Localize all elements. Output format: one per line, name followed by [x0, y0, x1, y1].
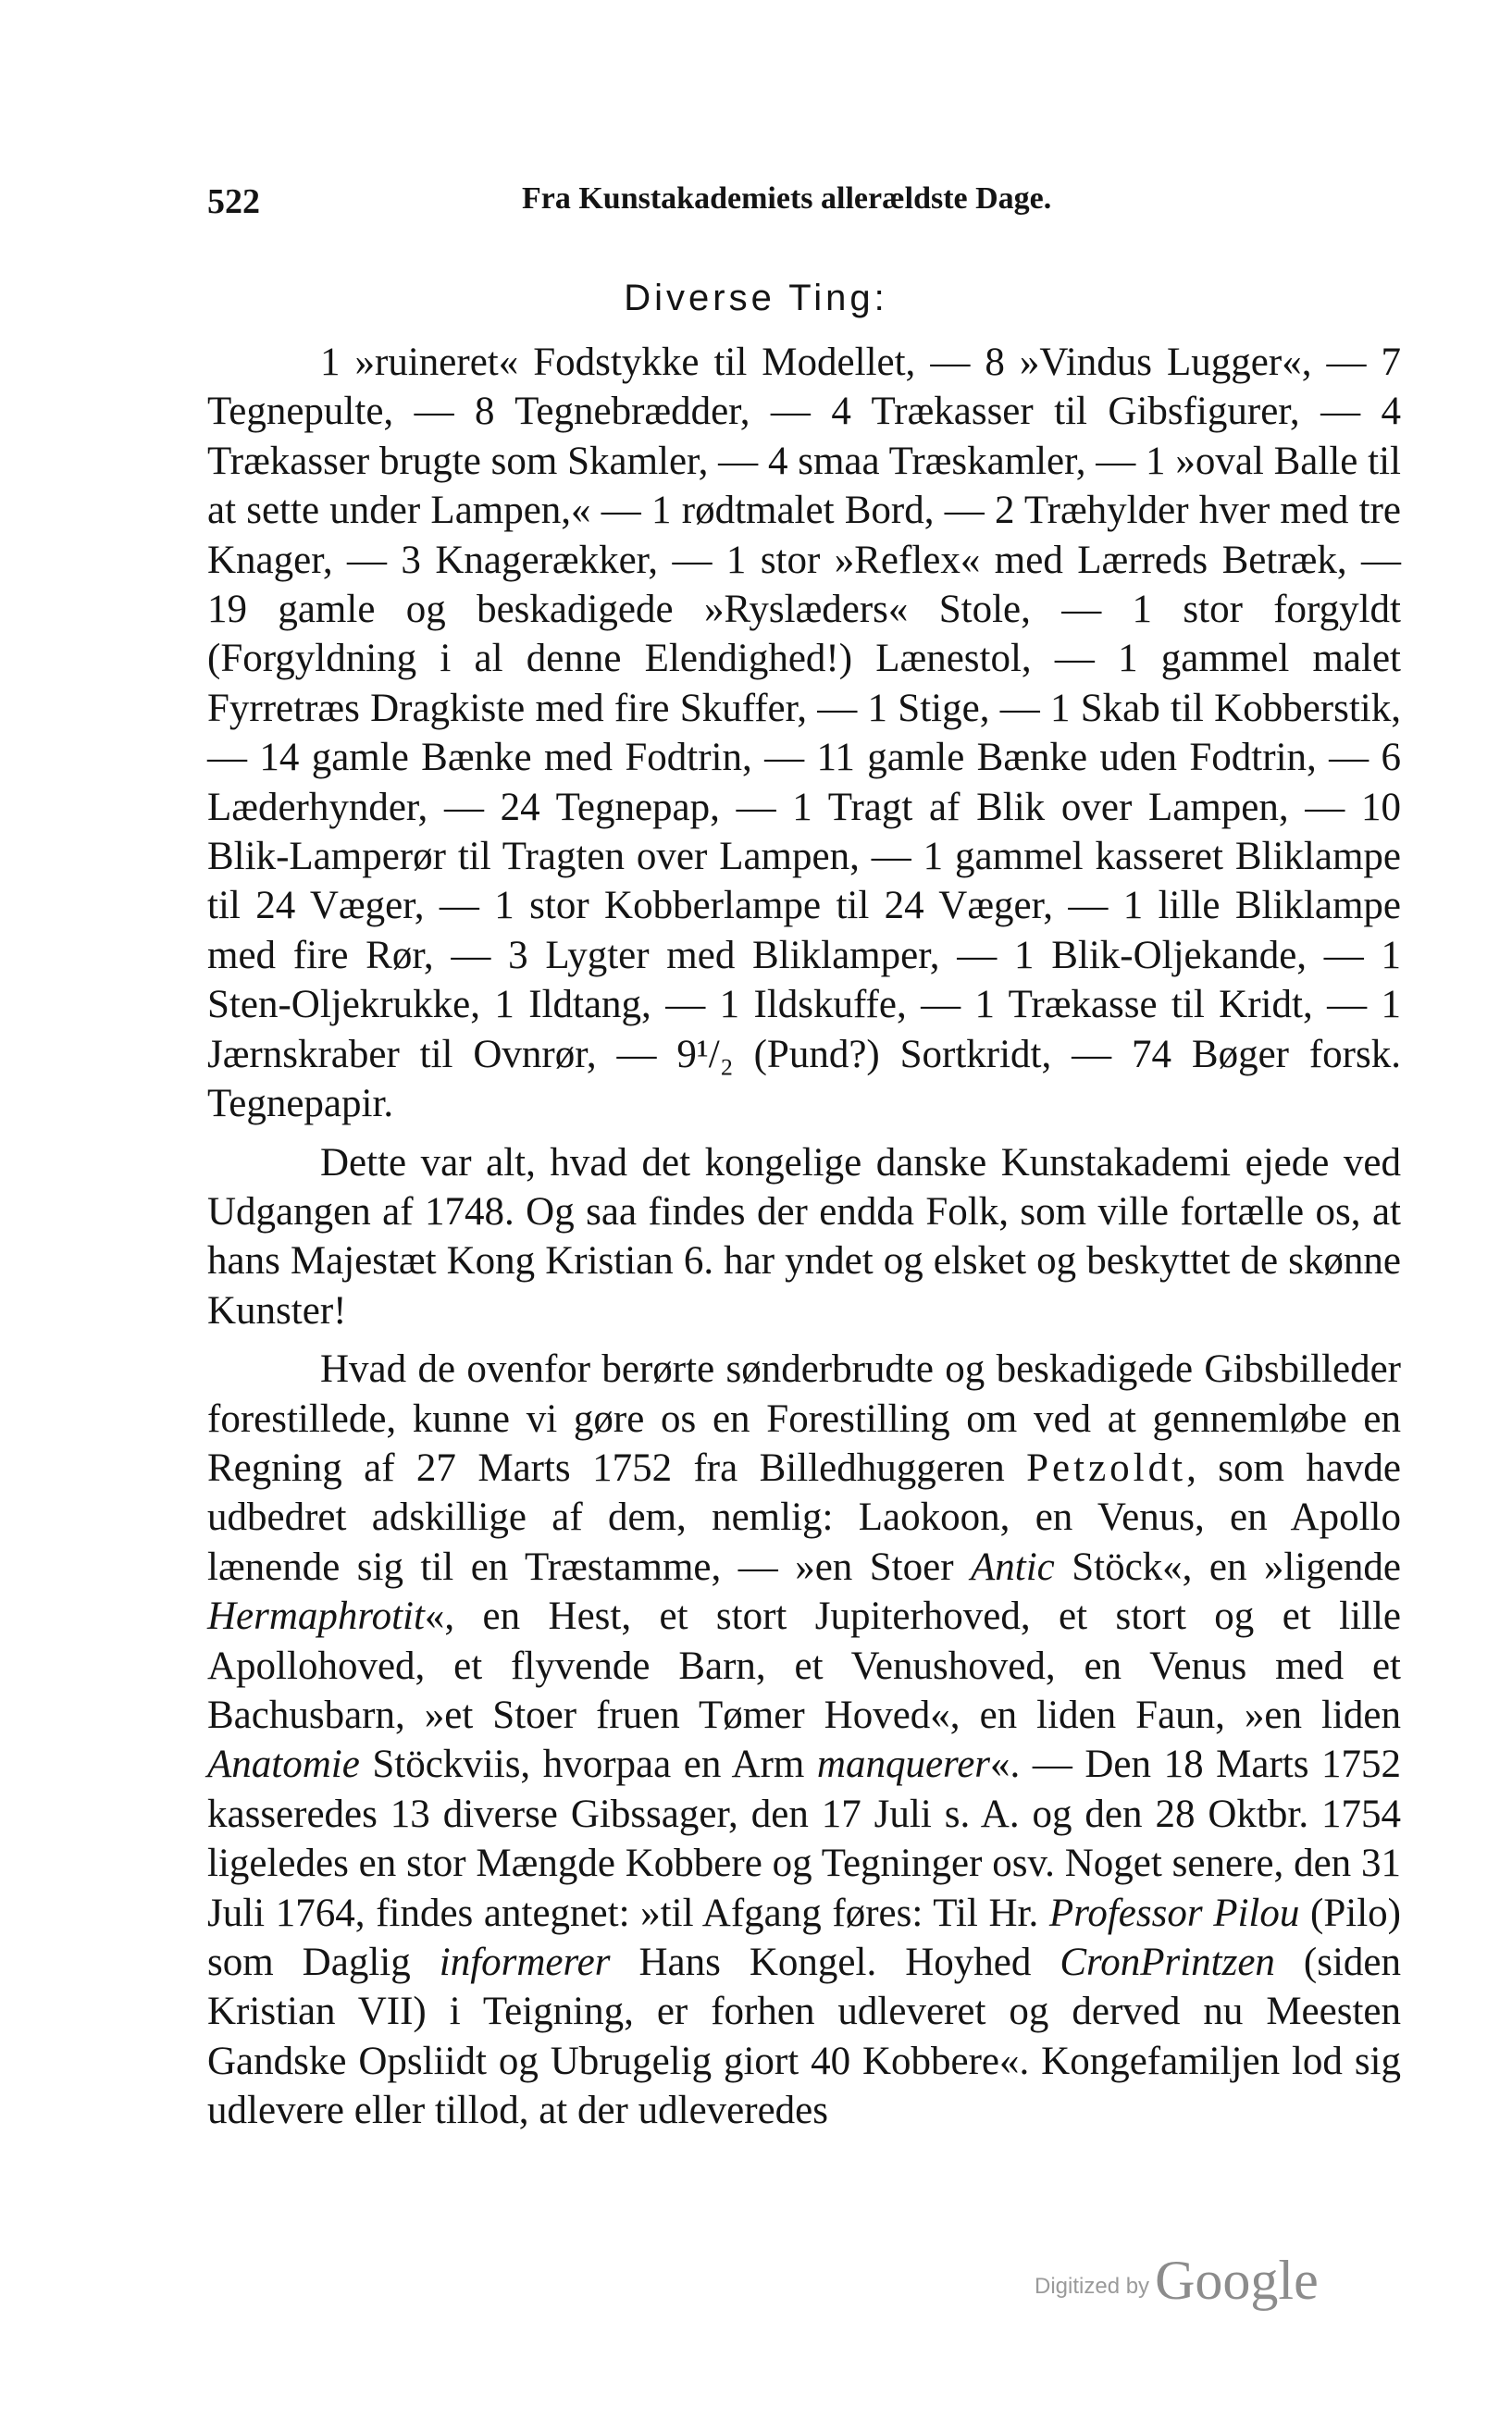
italic-term: informerer	[439, 1941, 611, 1984]
body-text	[207, 338, 1401, 2136]
text-run: «, en Hest, et stort Jupiterhoved, et stort og et lille Apollohoved, et flyvende Barn, et Venushoved, en Venus med et Bachusbarn, »et Stoer fruen Tømer Hoved«, en liden Faun, »en liden	[207, 1595, 1401, 1737]
italic-term: Professor Pilou	[1048, 1891, 1300, 1935]
text-run: Stöckviis, hvorpaa en Arm	[359, 1743, 805, 1787]
text-run: , som havde udbedret adskillige af dem, nemlig: Laokoon, en Venus, en Apollo lænende sig til en Træstamme, — »en Stoer	[207, 1446, 1401, 1589]
digitized-label: Digitized by	[1035, 2274, 1150, 2299]
text-run: (siden Kristian VII) i Teigning, er forhen udleveret og derved nu Meesten Gandske Opsliidt og Ubrugelig giort 40 Kobbere«. Kongefamiljen lod sig udlevere eller tillod, at der udleveredes	[207, 1941, 1402, 2133]
google-logo: Google	[1155, 2250, 1319, 2311]
section-heading: Diverse Ting:	[624, 278, 888, 318]
text-run: Hvad de ovenfor berørte sønderbrudte og beskadigede Gibsbilleder forestillede, kunne vi gøre os en Forestilling om ved at gennemløbe en Regning af 27 Marts 1752 fra Billedhuggeren	[207, 1347, 1401, 1490]
name-petzoldt: Petzoldt	[1026, 1446, 1187, 1490]
paragraph-commentary: Dette var alt, hvad det kongelige danske Kunstakademi ejede ved Udgangen af 1748. Og saa findes der endda Folk, som ville fortælle os, at hans Majestæt Kong Kristian 6. har yndet og elsket og beskyttet de skønne Kunster!	[207, 1140, 1401, 1333]
italic-term: Hermaphrotit	[207, 1595, 425, 1639]
text-run: Hans Kongel. Hoyhed	[610, 1941, 1032, 1984]
digitized-by-watermark	[1035, 2249, 1319, 2313]
paragraph-gibs-sculptures	[207, 1345, 1401, 2136]
paragraph-inventory-list: 1 »ruineret« Fodstykke til Modellet, — 8 »Vindus Lugger«, — 7 Tegnepulte, — 8 Tegnebrædder, — 4 Trækasser til Gibsfigurer, — 4 Trækasser brugte som Skamler, — 4 smaa Træskamler, — 1 »oval Balle til at sette under Lampen,« — 1 rødtmalet Bord, — 2 Træhylder hver med tre Knager, — 3 Knagerækker, — 1 stor »Reflex« med Lærreds Betræk, — 19 gamle og beskadigede »Ryslæders« Stole, — 1 stor forgyldt (Forgyldning i al denne Elendighed!) Lænestol, — 1 gammel malet Fyrretræs Dragkiste med fire Skuffer, — 1 Stige, — 1 Skab til Kobberstik, — 14 gamle Bænke med Fodtrin, — 11 gamle Bænke uden Fodtrin, — 6 Læderhynder, — 24 Tegnepap, — 1 Tragt af Blik over Lampen, — 10 Blik-Lamperør til Tragten over Lampen, — 1 gammel kasseret Bliklampe til 24 Væger, — 1 stor Kobberlampe til 24 Væger, — 1 lille Bliklampe med fire Rør, — 3 Lygter med Bliklamper, — 1 Blik-Oljekande, — 1 Sten-Oljekrukke, 1 Ildtang, — 1 Ildskuffe, — 1 Trækasse til Kridt, — 1 Jærnskraber til Ovnrør, — 9¹/₂ (Pund?) Sortkridt, — 74 Bøger forsk. Tegnepapir.	[207, 341, 1401, 1126]
italic-term: CronPrintzen	[1060, 1941, 1275, 1984]
page-header	[207, 181, 1401, 237]
running-title: Fra Kunstakademiets allerældste Dage.	[522, 181, 1052, 216]
italic-term: Antic	[970, 1545, 1055, 1589]
text-run: «. — Den 18 Marts 1752 kasseredes 13 diverse Gibssager, den 17 Juli s. A. og den 28 Oktbr. 1754 ligeledes en stor Mængde Kobbere og Tegninger osv. Noget senere, den 31 Juli 1764, findes antegnet: »til Afgang føres: Til Hr.	[207, 1743, 1401, 1935]
text-run: Stöck«, en »ligende	[1054, 1545, 1401, 1589]
page-number: 522	[207, 182, 260, 221]
italic-term: Anatomie	[207, 1743, 360, 1787]
italic-term: manquerer	[816, 1743, 991, 1787]
text-run: (Pilo) som Daglig	[207, 1891, 1401, 1984]
